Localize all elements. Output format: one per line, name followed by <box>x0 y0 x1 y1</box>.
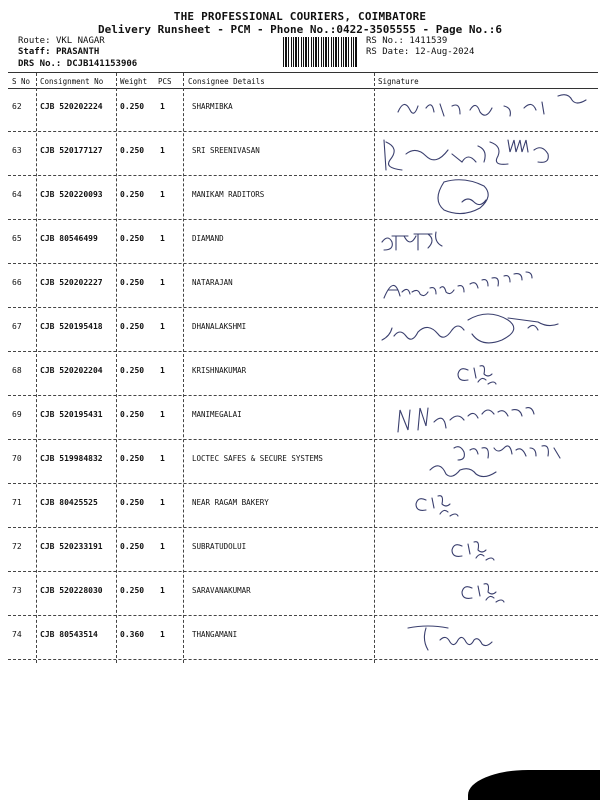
row-pieces: 1 <box>160 102 165 111</box>
table-row <box>0 308 600 352</box>
handwritten-signature <box>378 572 598 616</box>
table-row <box>0 440 600 484</box>
handwritten-signature <box>378 176 598 220</box>
row-consignee: NEAR RAGAM BAKERY <box>192 498 269 507</box>
row-weight: 0.250 <box>120 190 145 199</box>
row-consignment-number: CJB 520195431 <box>40 410 103 419</box>
route-value: VKL NAGAR <box>55 36 105 46</box>
handwritten-signature <box>378 220 598 264</box>
row-pieces: 1 <box>160 498 165 507</box>
row-weight: 0.250 <box>120 586 145 595</box>
table-row <box>0 528 600 572</box>
table-row <box>0 132 600 176</box>
row-serial-number: 62 <box>12 102 22 111</box>
row-consignee: SARAVANAKUMAR <box>192 586 251 595</box>
row-consignment-number: CJB 519984832 <box>40 454 103 463</box>
row-consignee: SRI SREENIVASAN <box>192 146 260 155</box>
row-serial-number: 65 <box>12 234 22 243</box>
col-header-sno: S No <box>12 77 31 86</box>
row-serial-number: 71 <box>12 498 22 507</box>
row-weight: 0.250 <box>120 366 145 375</box>
row-serial-number: 64 <box>12 190 22 199</box>
table-row <box>0 264 600 308</box>
row-consignee: SUBRATUDOLUI <box>192 542 247 551</box>
row-consignee: MANIKAM RADITORS <box>192 190 265 199</box>
row-consignee: DIAMAND <box>192 234 224 243</box>
col-header-consignment: Consignment No <box>40 77 104 86</box>
col-header-signature: Signature <box>378 77 419 86</box>
row-weight: 0.250 <box>120 102 145 111</box>
row-pieces: 1 <box>160 146 165 155</box>
handwritten-signature <box>378 528 598 572</box>
row-consignee: NATARAJAN <box>192 278 233 287</box>
row-consignment-number: CJB 520177127 <box>40 146 103 155</box>
table-row <box>0 352 600 396</box>
row-serial-number: 67 <box>12 322 22 331</box>
row-serial-number: 66 <box>12 278 22 287</box>
row-consignee: THANGAMANI <box>192 630 238 639</box>
row-pieces: 1 <box>160 366 165 375</box>
row-consignment-number: CJB 520220093 <box>40 190 103 199</box>
row-pieces: 1 <box>160 190 165 199</box>
row-weight: 0.250 <box>120 322 145 331</box>
table-row <box>0 616 600 660</box>
handwritten-signature <box>378 616 598 660</box>
handwritten-signature <box>378 88 598 132</box>
handwritten-signature <box>378 264 598 308</box>
row-serial-number: 70 <box>12 454 22 463</box>
row-separator <box>8 659 598 660</box>
rs-no-value: 1411539 <box>409 36 448 46</box>
handwritten-signature <box>378 308 598 352</box>
row-weight: 0.250 <box>120 146 145 155</box>
row-serial-number: 73 <box>12 586 22 595</box>
row-weight: 0.250 <box>120 234 145 243</box>
row-consignment-number: CJB 520202224 <box>40 102 103 111</box>
col-header-consignee: Consignee Details <box>188 77 265 86</box>
drs-line: DRS No.: DCJB141153906 <box>18 59 138 69</box>
row-weight: 0.250 <box>120 542 145 551</box>
row-consignment-number: CJB 520233191 <box>40 542 103 551</box>
row-consignment-number: CJB 80543514 <box>40 630 98 639</box>
table-row <box>0 88 600 132</box>
row-consignee: LOCTEC SAFES & SECURE SYSTEMS <box>192 454 323 463</box>
row-pieces: 1 <box>160 454 165 463</box>
table-row <box>0 176 600 220</box>
row-consignee: KRISHNAKUMAR <box>192 366 247 375</box>
staff-line: Staff: PRASANTH <box>18 47 100 57</box>
row-weight: 0.360 <box>120 630 145 639</box>
company-title: THE PROFESSIONAL COURIERS, COIMBATORE <box>173 10 427 23</box>
handwritten-signature <box>378 132 598 176</box>
handwritten-signature <box>378 352 598 396</box>
rs-date-value: 12-Aug-2024 <box>414 47 475 57</box>
row-pieces: 1 <box>160 586 165 595</box>
rs-date-line: RS Date: 12-Aug-2024 <box>366 47 475 57</box>
scan-shadow <box>468 770 600 800</box>
drs-value: DCJB141153906 <box>66 59 138 69</box>
rs-no-line: RS No.: 1411539 <box>366 36 448 46</box>
row-pieces: 1 <box>160 410 165 419</box>
col-header-pcs: PCS <box>158 77 172 86</box>
row-pieces: 1 <box>160 278 165 287</box>
row-serial-number: 74 <box>12 630 22 639</box>
staff-value: PRASANTH <box>55 47 100 57</box>
handwritten-signature <box>378 440 598 484</box>
table-row <box>0 572 600 616</box>
col-header-weight: Weight <box>120 77 148 86</box>
row-pieces: 1 <box>160 542 165 551</box>
table-row <box>0 484 600 528</box>
row-consignee: MANIMEGALAI <box>192 410 242 419</box>
handwritten-signature <box>378 396 598 440</box>
row-consignment-number: CJB 520202227 <box>40 278 103 287</box>
row-pieces: 1 <box>160 630 165 639</box>
row-consignment-number: CJB 80425525 <box>40 498 98 507</box>
handwritten-signature <box>378 484 598 528</box>
row-pieces: 1 <box>160 322 165 331</box>
row-serial-number: 68 <box>12 366 22 375</box>
row-serial-number: 72 <box>12 542 22 551</box>
table-row <box>0 220 600 264</box>
row-weight: 0.250 <box>120 498 145 507</box>
table-row <box>0 396 600 440</box>
row-weight: 0.250 <box>120 454 145 463</box>
row-serial-number: 69 <box>12 410 22 419</box>
route-line: Route: VKL NAGAR <box>18 36 105 46</box>
barcode-image <box>283 37 358 67</box>
row-consignment-number: CJB 80546499 <box>40 234 98 243</box>
row-consignment-number: CJB 520202204 <box>40 366 103 375</box>
row-consignee: SHARMIBKA <box>192 102 233 111</box>
row-serial-number: 63 <box>12 146 22 155</box>
row-weight: 0.250 <box>120 410 145 419</box>
row-consignment-number: CJB 520195418 <box>40 322 103 331</box>
row-pieces: 1 <box>160 234 165 243</box>
row-consignee: DHANALAKSHMI <box>192 322 247 331</box>
table-top-rule <box>8 72 598 73</box>
row-weight: 0.250 <box>120 278 145 287</box>
row-consignment-number: CJB 520228030 <box>40 586 103 595</box>
runsheet-subtitle: Delivery Runsheet - PCM - Phone No.:0422-3505555 - Page No.:6 <box>98 23 502 36</box>
